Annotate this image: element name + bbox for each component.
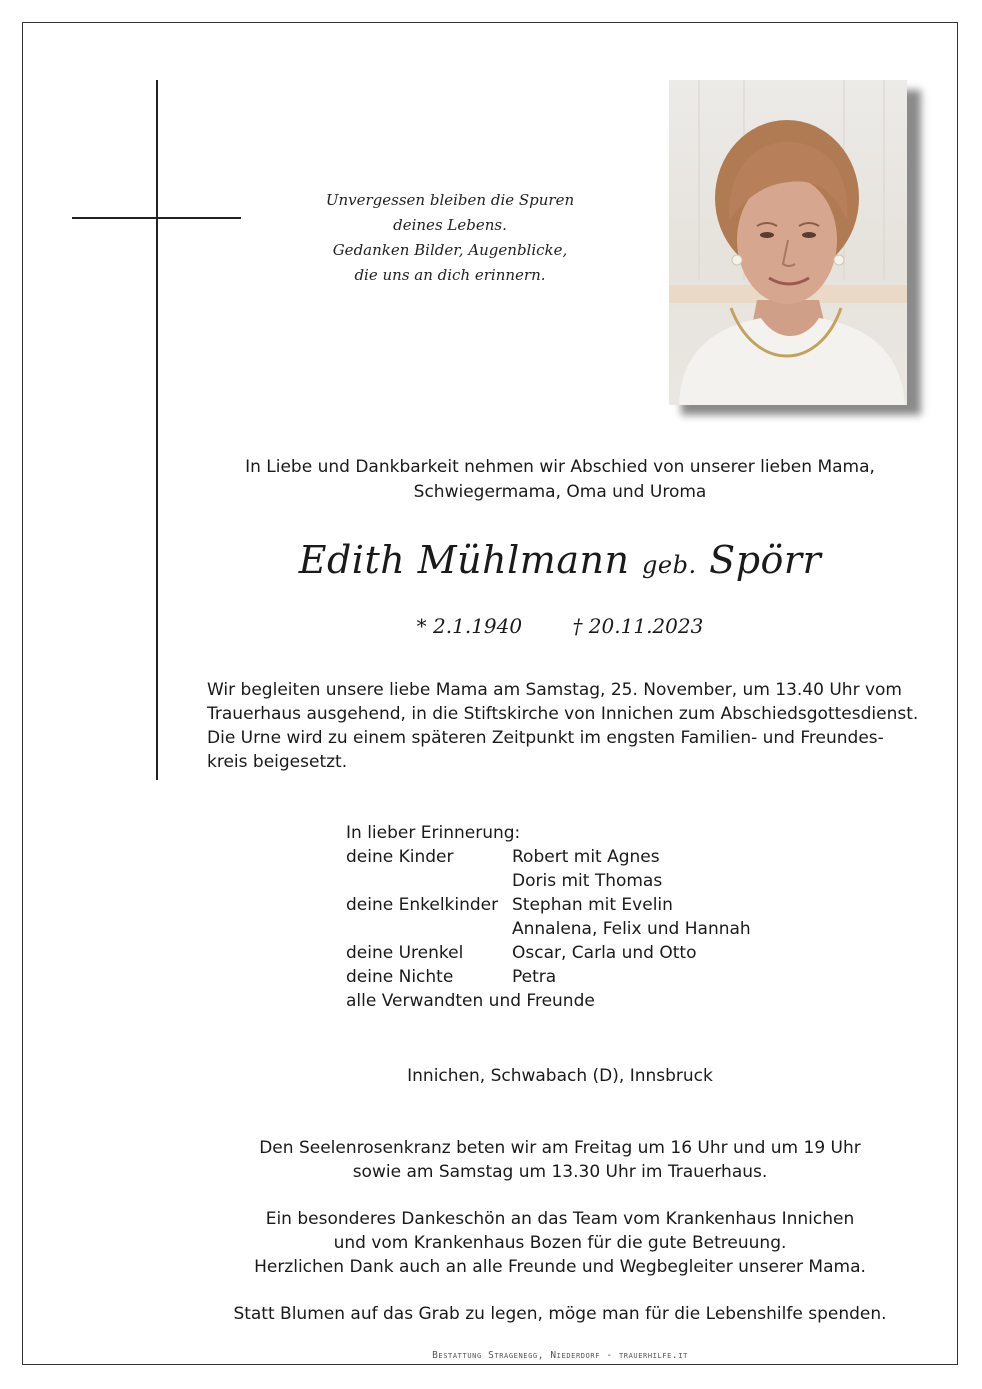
mourner-names: Stephan mit Evelin — [512, 895, 673, 915]
thanks-notice — [190, 1207, 930, 1279]
rosary-line: sowie am Samstag um 13.30 Uhr im Trauerhaus. — [352, 1162, 768, 1182]
donation-notice: Statt Blumen auf das Grab zu legen, möge man für die Lebenshilfe spenden. — [233, 1304, 887, 1324]
mourners-heading: In lieber Erinnerung: — [346, 823, 521, 843]
mourner-names: Oscar, Carla und Otto — [512, 943, 697, 963]
mourners-list — [346, 821, 751, 1013]
mourner-row — [346, 965, 751, 989]
mourner-row — [346, 845, 751, 869]
rosary-line: Den Seelenrosenkranz beten wir am Freitag um 16 Uhr und um 19 Uhr — [259, 1138, 861, 1158]
mourners-closing: alle Verwandten und Freunde — [346, 991, 595, 1011]
intro-line: In Liebe und Dankbarkeit nehmen wir Abschied von unserer lieben Mama, — [245, 457, 875, 477]
funeral-line: Die Urne wird zu einem späteren Zeitpunkt im engsten Familien- und Freundes- — [207, 728, 884, 748]
mourner-relation: deine Nichte — [346, 967, 454, 987]
mourner-row — [346, 893, 751, 917]
mourner-relation: deine Kinder — [346, 847, 454, 867]
memorial-poem — [300, 188, 600, 288]
poem-line: die uns an dich erinnern. — [354, 266, 546, 284]
mourner-relation — [346, 917, 512, 941]
birth-date: * 2.1.1940 — [416, 614, 523, 638]
portrait-illustration — [669, 80, 907, 405]
mourner-names: Robert mit Agnes — [512, 847, 660, 867]
birth-name: Spörr — [709, 538, 822, 582]
mourner-row — [346, 869, 751, 893]
mourner-relation: deine Enkelkinder — [346, 895, 499, 915]
farewell-intro — [190, 455, 930, 505]
mourner-names: Petra — [512, 967, 557, 987]
funeral-line: Trauerhaus ausgehend, in die Stiftskirche von Innichen zum Abschiedsgottesdienst. — [207, 704, 919, 724]
funeral-line: Wir begleiten unsere liebe Mama am Samstag, 25. November, um 13.40 Uhr vom — [207, 680, 902, 700]
rosary-notice — [190, 1136, 930, 1184]
mourner-names: Doris mit Thomas — [512, 871, 663, 891]
portrait-photo — [669, 80, 907, 405]
thanks-line: Ein besonderes Dankeschön an das Team vom Krankenhaus Innichen — [265, 1209, 855, 1229]
full-name: Edith Mühlmann — [298, 538, 630, 582]
life-dates — [190, 614, 930, 638]
cross-vertical-beam — [156, 80, 158, 780]
mourner-names: Annalena, Felix und Hannah — [512, 919, 751, 939]
intro-line: Schwiegermama, Oma und Uroma — [413, 482, 707, 502]
mourner-row — [346, 941, 751, 965]
family-places: Innichen, Schwabach (D), Innsbruck — [407, 1066, 713, 1086]
poem-line: deines Lebens. — [393, 216, 507, 234]
poem-line: Gedanken Bilder, Augenblicke, — [332, 241, 568, 259]
thanks-line: und vom Krankenhaus Bozen für die gute Betreuung. — [333, 1233, 787, 1253]
mourner-row — [346, 917, 751, 941]
birth-name-prefix: geb. — [642, 551, 697, 579]
cross-horizontal-beam — [72, 217, 241, 219]
death-date: † 20.11.2023 — [572, 614, 704, 638]
deceased-name — [190, 538, 930, 582]
funeral-home-footer: Bestattung Stragenegg, Niederdorf - trauerhilfe.it — [432, 1350, 688, 1361]
thanks-line: Herzlichen Dank auch an alle Freunde und Wegbegleiter unserer Mama. — [254, 1257, 866, 1277]
mourner-relation — [346, 869, 512, 893]
funeral-announcement — [207, 678, 919, 774]
mourner-relation: deine Urenkel — [346, 943, 464, 963]
funeral-line: kreis beigesetzt. — [207, 752, 348, 772]
poem-line: Unvergessen bleiben die Spuren — [325, 191, 575, 209]
